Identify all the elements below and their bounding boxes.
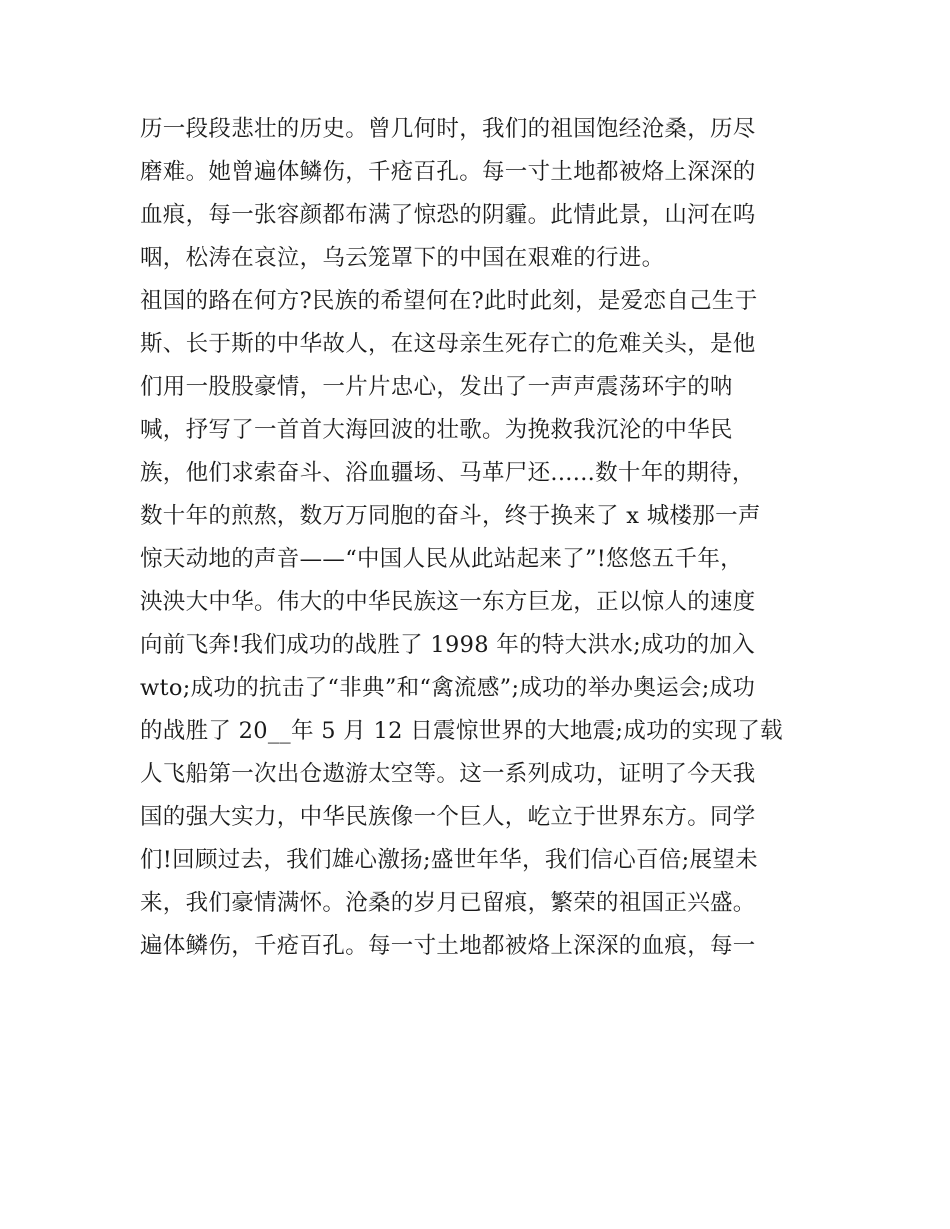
text-line-14: wto;成功的抗击了“非典”和“禽流感”;成功的举办奥运会;成功 — [140, 675, 756, 701]
body-text — [140, 108, 820, 968]
text-line-17: 国的强大实力，中华民族像一个巨人，屹立于世界东方。同学 — [140, 804, 756, 830]
text-line-10: 数十年的煎熬，数万万同胞的奋斗，终于换来了 x 城楼那一声 — [140, 503, 761, 529]
text-line-16: 人飞船第一次出仓遨游太空等。这一系列成功，证明了今天我 — [140, 761, 756, 787]
text-line-11: 惊天动地的声音——“中国人民从此站起来了”!悠悠五千年， — [140, 546, 743, 572]
text-line-20: 遍体鳞伤，千疮百孔。每一寸土地都被烙上深深的血痕，每一 — [140, 933, 756, 959]
text-line-12: 泱泱大中华。伟大的中华民族这一东方巨龙，正以惊人的速度 — [140, 589, 756, 615]
text-line-13: 向前飞奔!我们成功的战胜了 1998 年的特大洪水;成功的加入 — [140, 632, 755, 658]
text-line-4: 咽，松涛在哀泣，乌云笼罩下的中国在艰难的行进。 — [140, 245, 665, 271]
text-line-19: 来，我们豪情满怀。沧桑的岁月已留痕，繁荣的祖国正兴盛。 — [140, 890, 756, 916]
text-line-18: 们!回顾过去，我们雄心激扬;盛世年华，我们信心百倍;展望未 — [140, 847, 758, 873]
text-line-1: 历一段段悲壮的历史。曾几何时，我们的祖国饱经沧桑，历尽 — [140, 116, 756, 142]
text-line-8: 喊，抒写了一首首大海回波的壮歌。为挽救我沉沦的中华民 — [140, 417, 733, 443]
text-line-5: 祖国的路在何方?民族的希望何在?此时此刻，是爱恋自己生于 — [140, 288, 758, 314]
text-line-2: 磨难。她曾遍体鳞伤，千疮百孔。每一寸土地都被烙上深深的 — [140, 159, 756, 185]
text-line-3: 血痕，每一张容颜都布满了惊恐的阴霾。此情此景，山河在呜 — [140, 202, 756, 228]
text-line-7: 们用一股股豪情，一片片忠心，发出了一声声震荡环宇的呐 — [140, 374, 733, 400]
text-line-9: 族，他们求索奋斗、浴血疆场、马革尸还......数十年的期待， — [140, 460, 755, 486]
text-line-15: 的战胜了 20__年 5 月 12 日震惊世界的大地震;成功的实现了载 — [140, 718, 783, 744]
text-line-6: 斯、长于斯的中华故人，在这母亲生死存亡的危难关头，是他 — [140, 331, 756, 357]
